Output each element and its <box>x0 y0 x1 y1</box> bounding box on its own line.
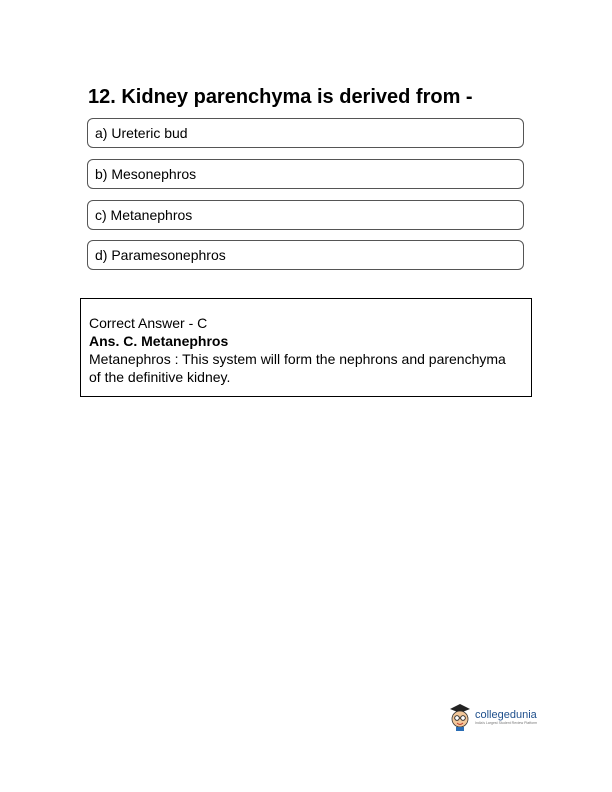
option-c[interactable]: c) Metanephros <box>87 200 524 230</box>
correct-answer-text: Correct Answer - C <box>89 315 208 331</box>
logo-name: collegedunia <box>475 708 537 721</box>
option-a[interactable]: a) Ureteric bud <box>87 118 524 148</box>
answer-explanation-line-1: Metanephros : This system will form the nephrons and parenchyma <box>89 351 506 367</box>
option-b[interactable]: b) Mesonephros <box>87 159 524 189</box>
question-title: 12. Kidney parenchyma is derived from - <box>88 86 473 108</box>
answer-title: Ans. C. Metanephros <box>89 333 229 349</box>
logo-tagline: India's Largest Student Review Platform <box>475 720 538 725</box>
answer-box <box>80 298 532 397</box>
collegedunia-logo <box>448 702 548 732</box>
answer-explanation-line-2: of the definitive kidney. <box>89 369 231 385</box>
mascot-logo-icon <box>448 703 472 731</box>
option-d[interactable]: d) Paramesonephros <box>87 240 524 270</box>
